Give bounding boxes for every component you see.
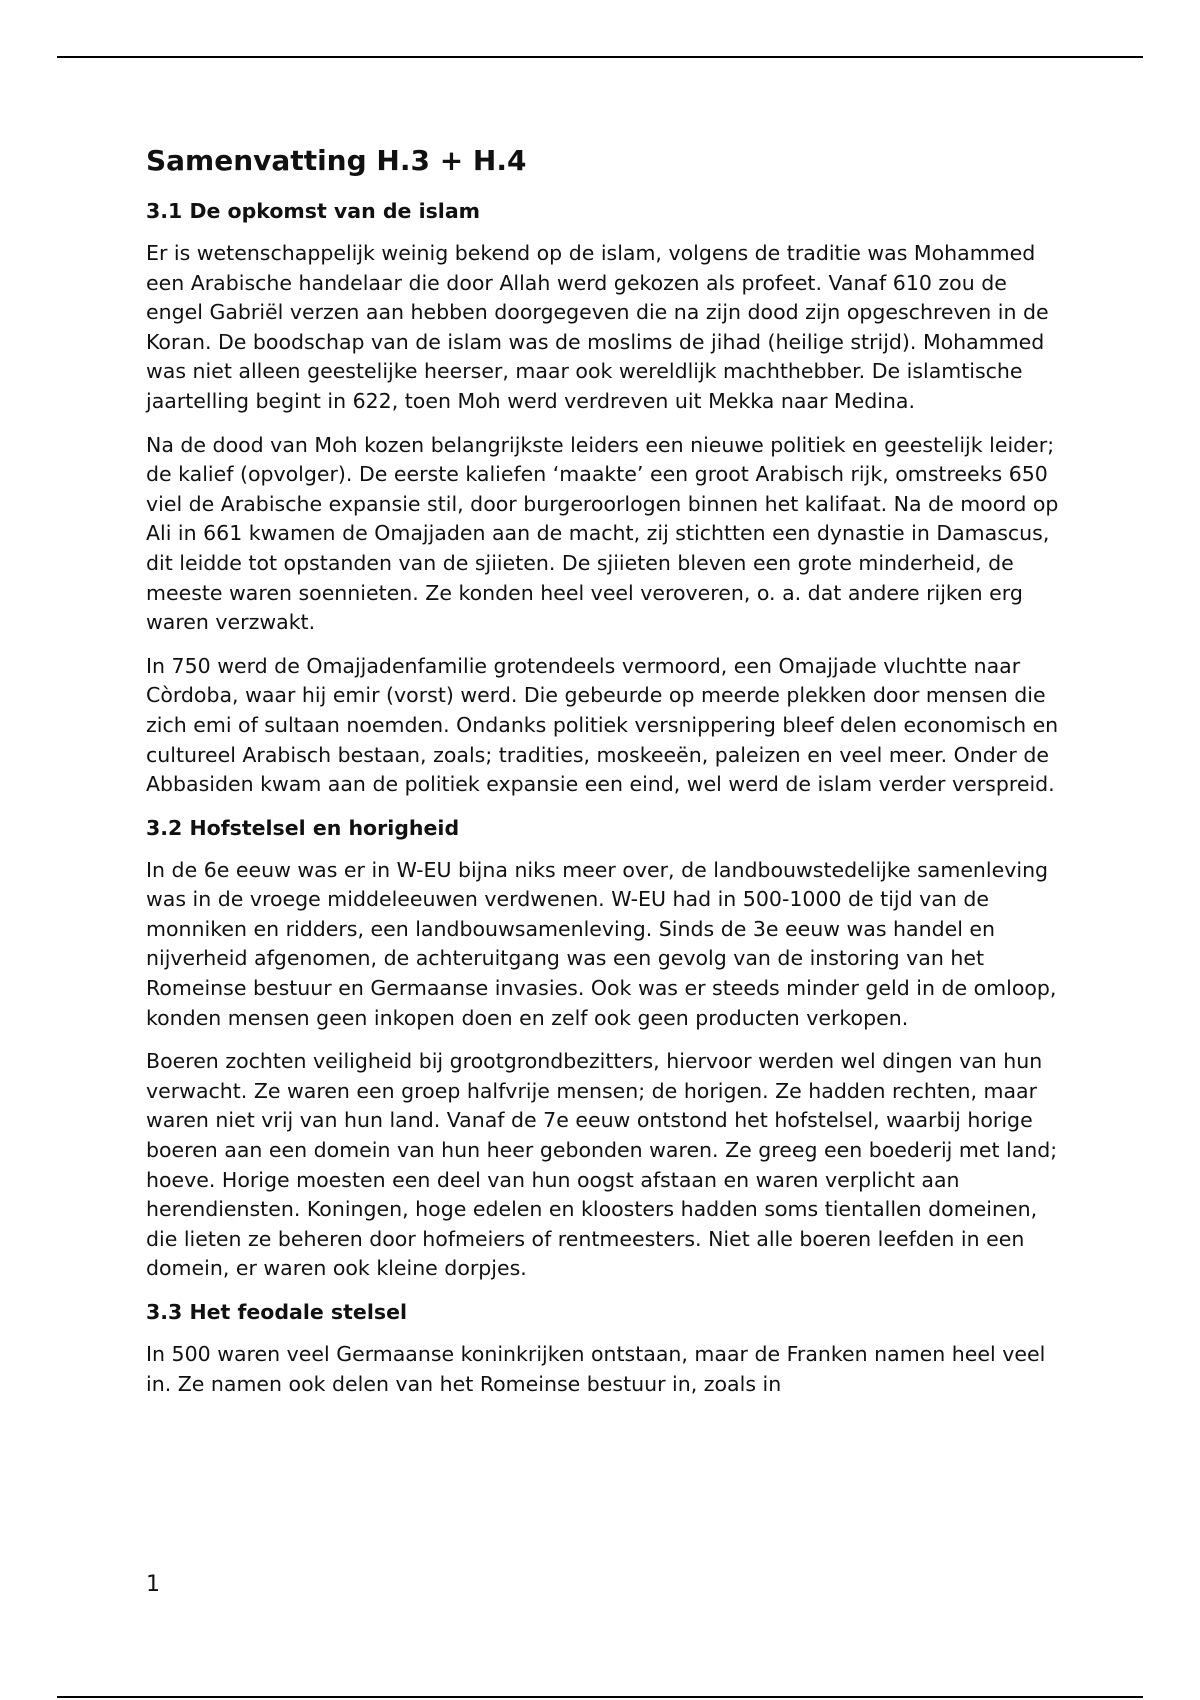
paragraph: Boeren zochten veiligheid bij grootgrondbezitters, hiervoor werden wel dingen van hun verwacht. Ze waren een groep halfvrije mensen; de horigen. Ze hadden rechten, maar waren niet vrij van hun land. Vanaf de 7e eeuw ontstond het hofstelsel, waarbij horige boeren aan een domein van hun heer gebonden waren. Ze greeg een boederij met land; hoeve. Horige moesten een deel van hun oogst afstaan en waren verplicht aan herendiensten. Koningen, hoge edelen en kloosters hadden soms tientallen domeinen, die lieten ze beheren door hofmeiers of rentmeesters. Niet alle boeren leefden in een domein, er waren ook kleine dorpjes. [146, 1049, 1058, 1281]
document-title: Samenvatting H.3 + H.4 [146, 144, 527, 177]
header-rule [57, 56, 1143, 58]
section-heading: 3.1 De opkomst van de islam [146, 199, 481, 223]
section-heading: 3.3 Het feodale stelsel [146, 1300, 407, 1324]
paragraph: In 750 werd de Omajjadenfamilie grotendeels vermoord, een Omajjade vluchtte naar Còrdoba, waar hij emir (vorst) werd. Die gebeurde op meerde plekken door mensen die zich emi of sultaan noemden. Ondanks politiek versnippering bleef delen economisch en cultureel Arabisch bestaan, zoals; tradities, moskeeën, paleizen en veel meer. Onder de Abbasiden kwam aan de politiek expansie een eind, wel werd de islam verder verspreid. [146, 653, 1059, 797]
paragraph: Na de dood van Moh kozen belangrijkste leiders een nieuwe politiek en geestelijk leider; de kalief (opvolger). De eerste kaliefen ‘maakte’ een groot Arabisch rijk, omstreeks 650 viel de Arabische expansie stil, door burgeroorlogen binnen het kalifaat. Na de moord op Ali in 661 kwamen de Omajjaden aan de macht, zij stichtten een dynastie in Damascus, dit leidde tot opstanden van de sjiieten. De sjiieten bleven een grote minderheid, de meeste waren soennieten. Ze konden heel veel veroveren, o. a. dat andere rijken erg waren verzwakt. [146, 432, 1059, 635]
paragraph: In 500 waren veel Germaanse koninkrijken ontstaan, maar de Franken namen heel veel in. Ze namen ook delen van het Romeinse bestuur in, zoals in [146, 1342, 1046, 1396]
footer-rule [57, 1696, 1143, 1698]
paragraph: In de 6e eeuw was er in W-EU bijna niks meer over, de landbouwstedelijke samenleving was in de vroege middeleeuwen verdwenen. W-EU had in 500-1000 de tijd van de monniken en ridders, een landbouwsamenleving. Sinds de 3e eeuw was handel en nijverheid afgenomen, de achteruitgang was een gevolg van de instoring van het Romeinse bestuur en Germaanse invasies. Ook was er steeds minder geld in de omloop, konden mensen geen inkopen doen en zelf ook geen producten verkopen. [146, 857, 1057, 1030]
page-number: 1 [146, 1572, 160, 1597]
paragraph: Er is wetenschappelijk weinig bekend op de islam, volgens de traditie was Mohammed een Arabische handelaar die door Allah werd gekozen als profeet. Vanaf 610 zou de engel Gabriël verzen aan hebben doorgegeven die na zijn dood zijn opgeschreven in de Koran. De boodschap van de islam was de moslims de jihad (heilige strijd). Mohammed was niet alleen geestelijke heerser, maar ook wereldlijk machthebber. De islamtische jaartelling begint in 622, toen Moh werd verdreven uit Mekka naar Medina. [146, 241, 1049, 413]
section-heading: 3.2 Hofstelsel en horigheid [146, 815, 460, 840]
page-content [146, 140, 1066, 1413]
